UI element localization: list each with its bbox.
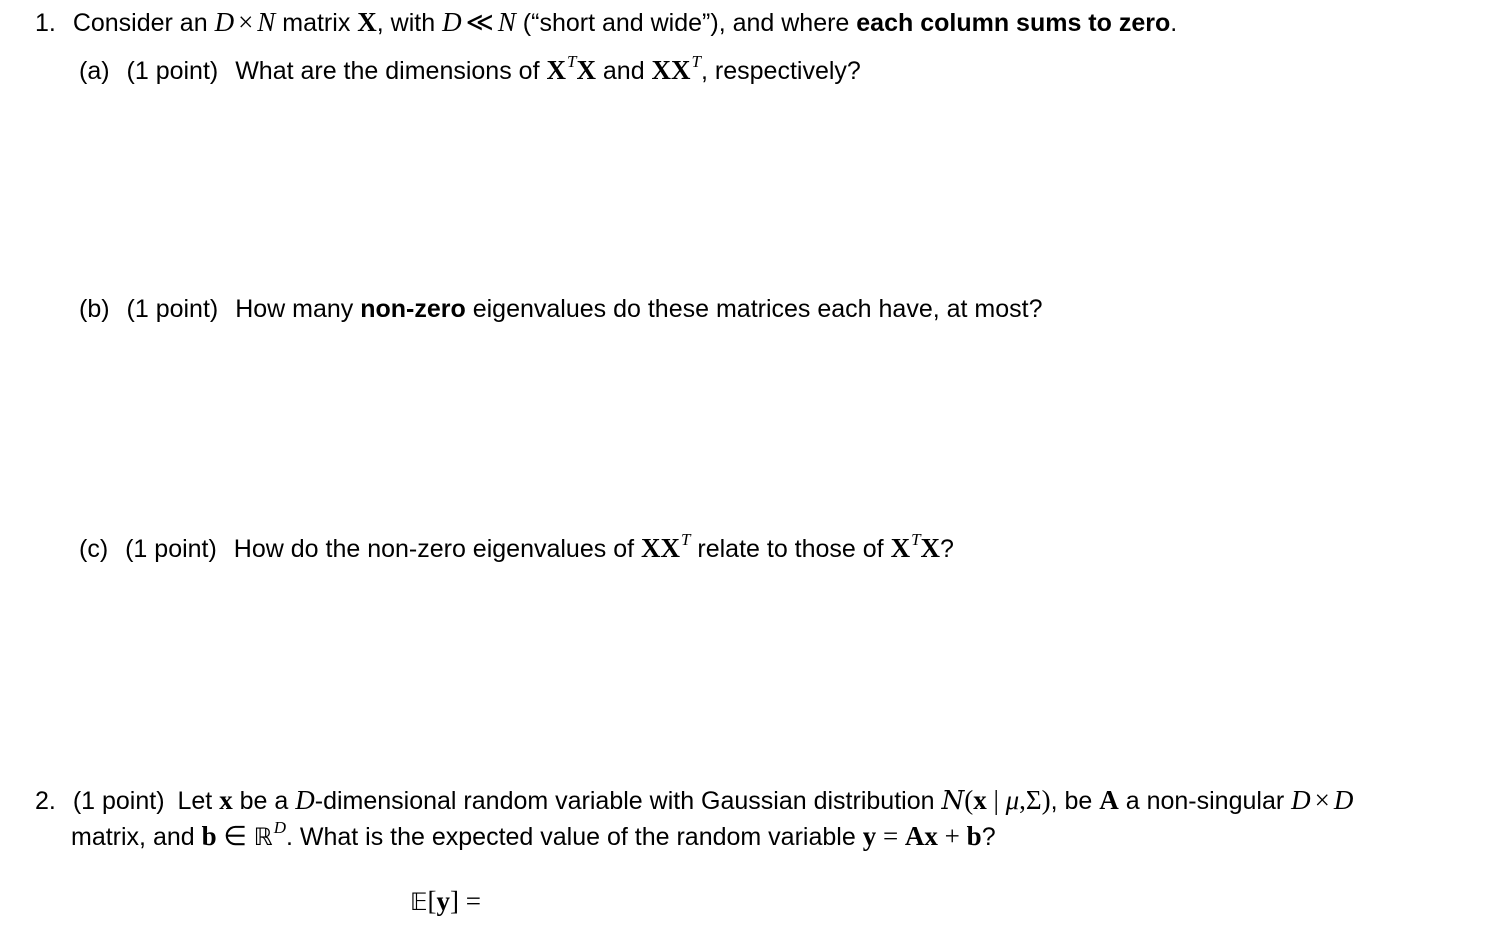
math-N: N	[257, 7, 276, 37]
answer-expectation	[410, 886, 481, 917]
math-equals: =	[459, 886, 481, 916]
math-X: X	[890, 533, 911, 563]
part-text: How do the non-zero eigenvalues of	[233, 535, 641, 563]
stem-text: , with	[376, 9, 443, 37]
math-paren: (	[964, 785, 974, 815]
math-comma: ,	[1019, 785, 1026, 815]
math-Ax: Ax	[904, 821, 938, 851]
math-D: D	[295, 785, 315, 815]
math-superscript-D: D	[273, 818, 286, 837]
points-label: (1 point)	[126, 295, 219, 323]
math-X: X	[920, 533, 941, 563]
math-y: y	[436, 886, 451, 916]
question-1-stem	[35, 7, 1177, 38]
part-text: eigenvalues do these matrices each have, at most?	[465, 295, 1043, 323]
question-1b	[79, 294, 1043, 324]
math-equals: =	[876, 821, 905, 851]
stem-text: Consider an	[72, 9, 215, 37]
stem-text: , be	[1050, 787, 1100, 815]
question-1c	[79, 530, 954, 567]
question-2-line-1	[35, 785, 1353, 816]
math-D: D	[214, 7, 235, 37]
math-times: ×	[238, 7, 254, 37]
part-text: and	[595, 57, 652, 85]
math-sigma: Σ	[1025, 785, 1042, 815]
math-D: D	[442, 7, 462, 37]
question-2-line-2	[71, 818, 996, 855]
points-label: (1 point)	[126, 57, 219, 85]
part-label: (b)	[79, 295, 110, 323]
math-x: x	[973, 785, 987, 815]
stem-text: be a	[232, 787, 296, 815]
stem-text: .	[1170, 9, 1178, 37]
math-y: y	[862, 821, 877, 851]
math-ll: ≪	[465, 7, 494, 37]
math-X: X	[546, 55, 566, 85]
emphasis-text: non-zero	[360, 295, 466, 323]
math-transpose: T	[566, 52, 577, 71]
points-label: (1 point)	[72, 787, 165, 815]
part-text: ?	[940, 535, 954, 563]
part-text: , respectively?	[701, 57, 861, 85]
math-reals: ℝ	[253, 823, 273, 851]
part-label: (c)	[79, 535, 109, 563]
math-X: X	[357, 7, 377, 37]
math-XX: XX	[640, 533, 680, 563]
stem-text: matrix, and	[71, 823, 202, 851]
math-N: N	[497, 7, 516, 37]
stem-text: matrix	[275, 9, 358, 37]
math-bracket: ]	[450, 886, 460, 916]
math-b: b	[966, 821, 982, 851]
math-expectation: 𝔼	[410, 888, 428, 916]
stem-text: a non-singular	[1118, 787, 1292, 815]
math-plus: +	[937, 821, 967, 851]
stem-text: . What is the expected value of the random variable	[285, 823, 863, 851]
math-times: ×	[1314, 785, 1330, 815]
part-label: (a)	[79, 57, 110, 85]
question-number: 2.	[35, 787, 56, 815]
emphasis-text: each column sums to zero	[856, 9, 1171, 37]
math-bar: |	[986, 785, 1006, 815]
math-b: b	[201, 821, 217, 851]
math-D: D	[1333, 785, 1354, 815]
part-text: relate to those of	[690, 535, 891, 563]
points-label: (1 point)	[125, 535, 217, 563]
math-transpose: T	[911, 530, 921, 549]
math-in: ∈	[216, 821, 254, 851]
math-bracket: [	[427, 886, 437, 916]
question-1a	[79, 52, 861, 89]
part-text: How many	[235, 295, 361, 323]
math-transpose: T	[680, 530, 691, 549]
math-mu: μ	[1005, 785, 1020, 815]
stem-text: (“short and wide”), and where	[515, 9, 857, 37]
math-transpose: T	[691, 52, 702, 71]
math-paren: )	[1041, 785, 1051, 815]
stem-text: Let	[177, 787, 220, 815]
math-x: x	[219, 785, 233, 815]
part-text: What are the dimensions of	[235, 57, 547, 85]
stem-text: ?	[981, 823, 996, 851]
math-X: X	[576, 55, 596, 85]
math-normal: N	[941, 786, 965, 816]
math-A: A	[1099, 785, 1119, 815]
math-XX: XX	[651, 55, 691, 85]
math-D: D	[1291, 785, 1311, 815]
stem-text: -dimensional random variable with Gaussian distribution	[314, 787, 942, 815]
question-number: 1.	[35, 9, 56, 37]
